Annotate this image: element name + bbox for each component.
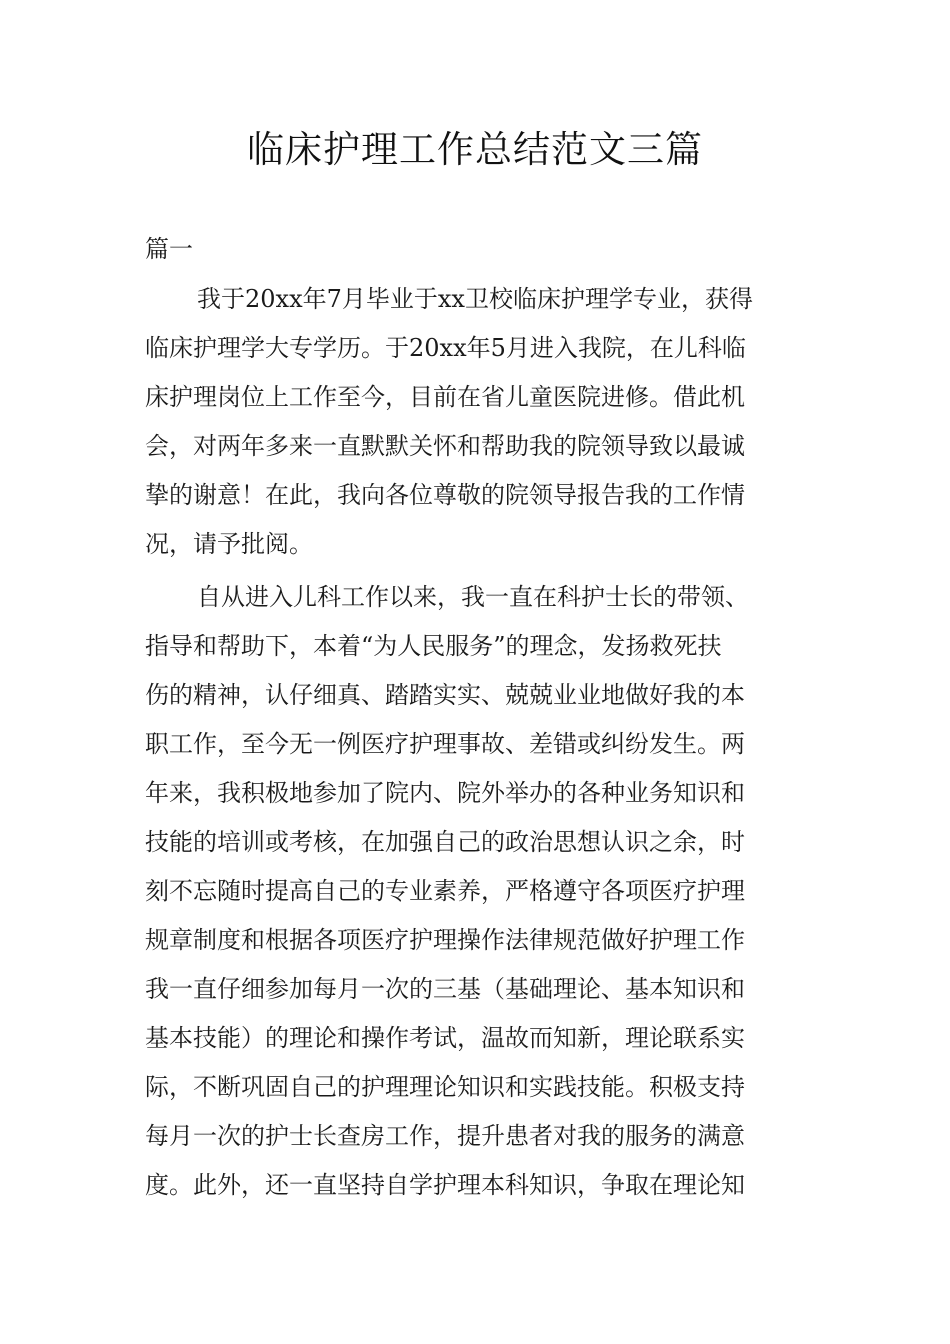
paragraph-line: 规章制度和根据各项医疗护理操作法律规范做好护理工作 bbox=[145, 926, 745, 954]
paragraph-line: 每月一次的护士长查房工作，提升患者对我的服务的满意 bbox=[145, 1122, 745, 1150]
paragraph-line: 基本技能）的理论和操作考试，温故而知新，理论联系实 bbox=[145, 1024, 745, 1052]
paragraph-line: 指导和帮助下，本着“为人民服务”的理念，发扬救死扶 bbox=[145, 632, 722, 660]
section-label: 篇一 bbox=[145, 235, 193, 263]
paragraph-line: 挚的谢意！在此，我向各位尊敬的院领导报告我的工作情 bbox=[145, 481, 745, 509]
paragraph-line: 我一直仔细参加每月一次的三基（基础理论、基本知识和 bbox=[145, 975, 745, 1003]
paragraph-1 bbox=[145, 275, 807, 569]
paragraph-2 bbox=[145, 573, 807, 1210]
paragraph-line: 况，请予批阅。 bbox=[145, 530, 313, 558]
paragraph-line: 度。此外，还一直坚持自学护理本科知识，争取在理论知 bbox=[145, 1171, 745, 1199]
paragraph-line: 伤的精神，认仔细真、踏踏实实、兢兢业业地做好我的本 bbox=[145, 681, 745, 709]
paragraph-line: 会，对两年多来一直默默关怀和帮助我的院领导致以最诚 bbox=[145, 432, 745, 460]
paragraph-line: 年来，我积极地参加了院内、院外举办的各种业务知识和 bbox=[145, 779, 745, 807]
paragraph-line: 技能的培训或考核，在加强自己的政治思想认识之余，时 bbox=[145, 828, 745, 856]
paragraph-line: 临床护理学大专学历。于20xx年5月进入我院，在儿科临 bbox=[145, 334, 746, 362]
paragraph-line: 职工作，至今无一例医疗护理事故、差错或纠纷发生。两 bbox=[145, 730, 745, 758]
paragraph-line: 际，不断巩固自己的护理理论知识和实践技能。积极支持 bbox=[145, 1073, 745, 1101]
paragraph-line: 刻不忘随时提高自己的专业素养，严格遵守各项医疗护理 bbox=[145, 877, 745, 905]
paragraph-line: 自从进入儿科工作以来，我一直在科护士长的带领、 bbox=[197, 583, 749, 611]
paragraph-line: 我于20xx年7月毕业于xx卫校临床护理学专业，获得 bbox=[197, 285, 753, 313]
document-title: 临床护理工作总结范文三篇 bbox=[247, 128, 703, 171]
paragraph-line: 床护理岗位上工作至今，目前在省儿童医院进修。借此机 bbox=[145, 383, 745, 411]
